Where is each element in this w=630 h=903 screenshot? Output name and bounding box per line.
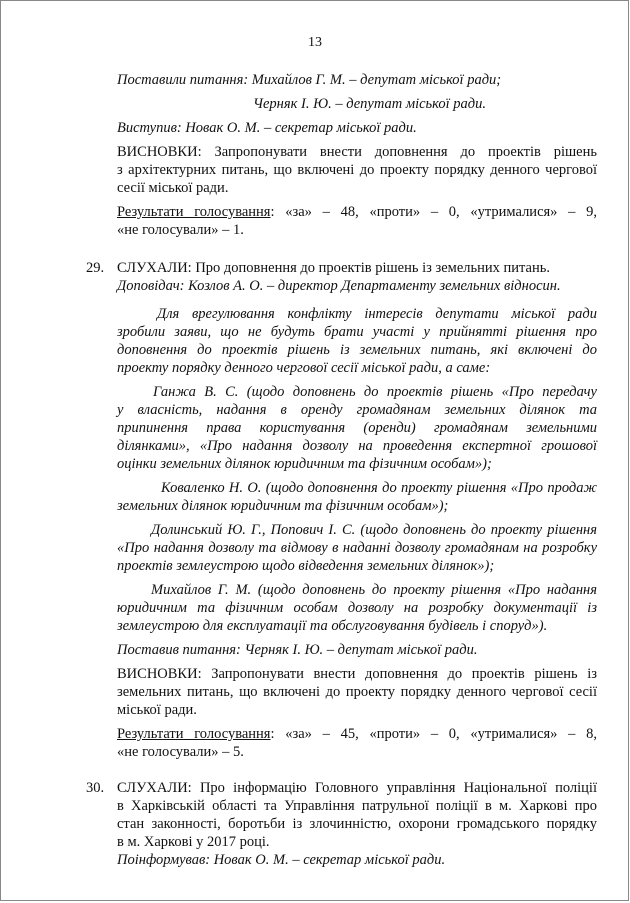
item29-raised: Поставив питання: Черняк І. Ю. – депутат міської ради.	[117, 642, 478, 658]
dolynskyi-line-1: Долинський Ю. Г., Попович І. С. (щодо доповнень до проекту рішення	[151, 522, 597, 538]
ganzha-line-4: ділянками», «Про надання дозволу на проведення експертної грошової	[117, 438, 597, 454]
item29-number: 29.	[86, 260, 105, 276]
mykhailov-line-2: юридичним та фізичним особам дозволу на розробку документації із	[117, 600, 597, 616]
page-number: 13	[308, 35, 322, 50]
raised-line-1: Поставили питання: Михайлов Г. М. – депутат міської ради;	[117, 72, 502, 88]
item29-vote-line-1	[117, 725, 597, 743]
vote1-results: : «за» – 48, «проти» – 0, «утрималися» – 9,	[270, 204, 597, 220]
item29-conflict-3: доповнення до проектів рішень із земельних питань, які включені до	[117, 342, 597, 358]
conclusion1-line-3: сесії міської ради.	[117, 180, 229, 196]
kovalenko-line-2: земельних ділянок юридичним та фізичним особам»);	[117, 498, 449, 514]
item29-conflict-4: проекту порядку денного чергової сесії міської ради, а саме:	[117, 360, 491, 376]
raised-line-2: Черняк І. Ю. – депутат міської ради.	[253, 96, 486, 112]
vote1-line-1	[117, 203, 597, 221]
item29-heard: СЛУХАЛИ: Про доповнення до проектів рішень із земельних питань.	[117, 260, 550, 276]
item29-conclusion-1: ВИСНОВКИ: Запропонувати внести доповнення до проектів рішень із	[117, 666, 597, 682]
item30-informed: Поінформував: Новак О. М. – секретар міської ради.	[117, 852, 446, 868]
ganzha-line-3: припинення права користування (оренди) громадянам земельними	[117, 420, 597, 436]
item30-heard-1: СЛУХАЛИ: Про інформацію Головного управління Національної поліції	[117, 780, 597, 796]
mykhailov-line-3: землеустрою для експлуатації та обслуговування будівель і споруд»).	[117, 618, 548, 634]
vote1-label: Результати голосування	[117, 204, 271, 220]
item30-heard-3: стан законності, боротьби із злочинністю, охорони громадського порядку	[117, 816, 597, 832]
dolynskyi-line-2: «Про надання дозволу та відмову в наданні дозволу громадянам на розробку	[117, 540, 597, 556]
conclusion1-line-2: з архітектурних питань, що включені до проекту порядку денного чергової	[117, 162, 597, 178]
item29-conclusion-2: земельних питань, що включені до проекту порядку денного чергової сесії	[117, 684, 597, 700]
speech-line: Виступив: Новак О. М. – секретар міської ради.	[117, 120, 417, 136]
item29-conclusion-3: міської ради.	[117, 702, 197, 718]
item29-vote-label: Результати голосування	[117, 726, 271, 742]
ganzha-line-1: Ганжа В. С. (щодо доповнень до проектів рішень «Про передачу	[153, 384, 597, 400]
item29-vote-results: : «за» – 45, «проти» – 0, «утрималися» – 8,	[270, 726, 597, 742]
item29-conflict-2: зробили заяви, що не будуть брати участі у прийнятті рішення про	[117, 324, 597, 340]
item29-vote-line-2: «не голосували» – 5.	[117, 744, 244, 760]
kovalenko-line-1: Коваленко Н. О. (щодо доповнення до проекту рішення «Про продаж	[161, 480, 597, 496]
item30-heard-2: в Харківській області та Управління патрульної поліції в м. Харкові про	[117, 798, 597, 814]
item30-number: 30.	[86, 780, 105, 796]
conclusion1-line-1: ВИСНОВКИ: Запропонувати внести доповнення до проектів рішень	[117, 144, 597, 160]
ganzha-line-2: у власність, надання в оренду громадянам земельних ділянок та	[117, 402, 597, 418]
ganzha-line-5: оцінки земельних ділянок юридичним та фізичним особам»);	[117, 456, 492, 472]
item30-heard-4: в м. Харкові у 2017 році.	[117, 834, 270, 850]
dolynskyi-line-3: проектів землеустрою щодо відведення земельних ділянок»);	[117, 558, 495, 574]
vote1-line-2: «не голосували» – 1.	[117, 222, 244, 238]
item29-conflict-1: Для врегулювання конфлікту інтересів депутати міської ради	[157, 306, 597, 322]
item29-speaker: Доповідач: Козлов А. О. – директор Департаменту земельних відносин.	[117, 278, 561, 294]
mykhailov-line-1: Михайлов Г. М. (щодо доповнень до проекту рішення «Про надання	[151, 582, 597, 598]
